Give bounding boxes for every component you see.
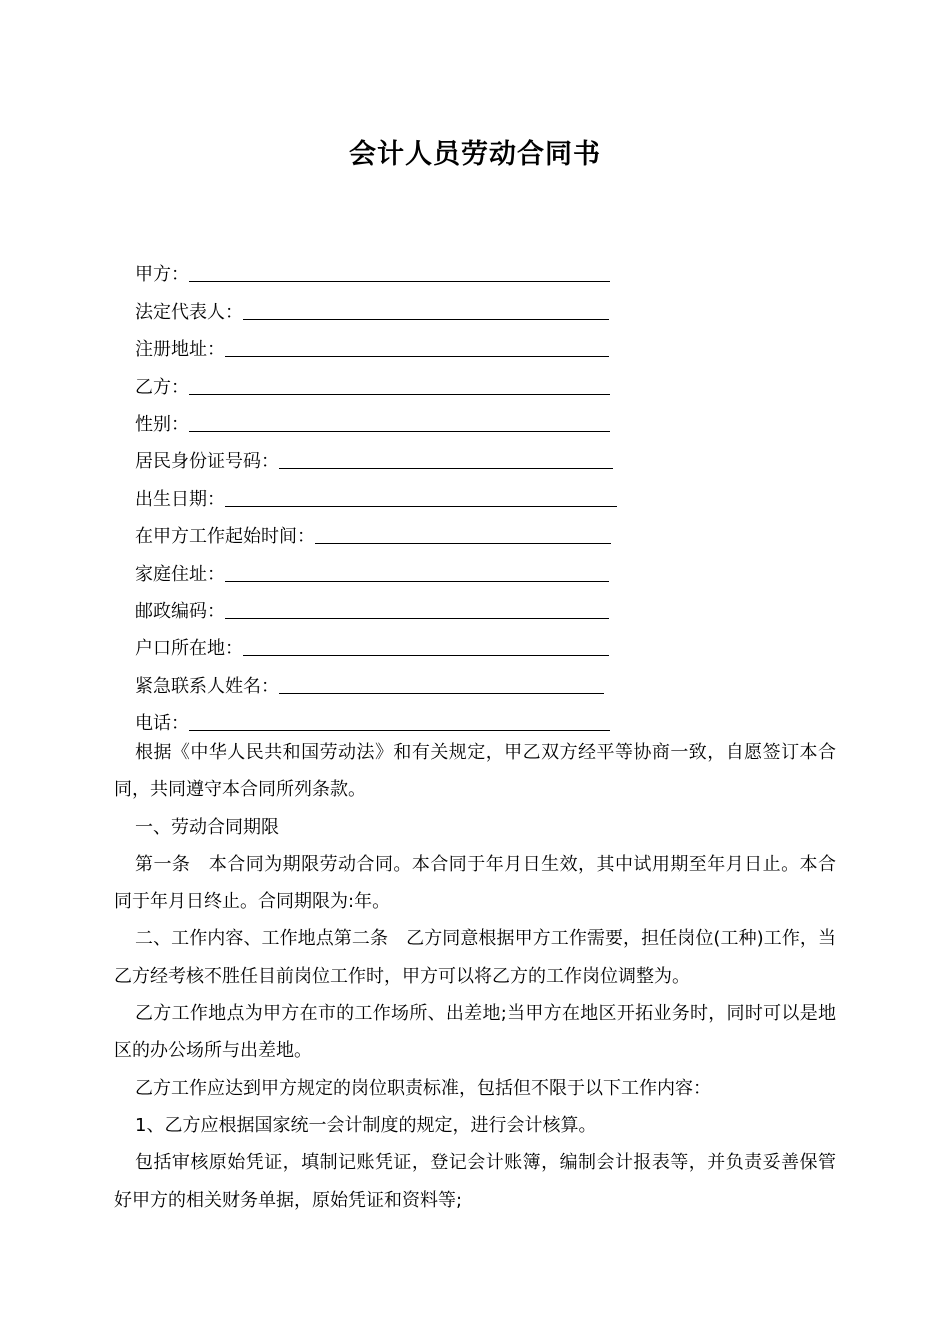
field-home-address bbox=[135, 549, 635, 586]
field-label: 在甲方工作起始时间： bbox=[135, 526, 315, 548]
paragraph-duty-1-detail: 包括审核原始凭证，填制记账凭证，登记会计账簿，编制会计报表等，并负责妥善保管好甲方的相关财务单据，原始凭证和资料等; bbox=[114, 1152, 836, 1211]
fill-in-blank[interactable] bbox=[189, 712, 610, 731]
field-label: 出生日期： bbox=[135, 488, 225, 510]
field-label: 甲方： bbox=[135, 264, 189, 286]
field-label: 法定代表人： bbox=[135, 301, 243, 323]
fill-in-blank[interactable] bbox=[189, 376, 610, 395]
field-party-b bbox=[135, 362, 635, 399]
paragraph-work-location: 乙方工作地点为甲方在市的工作场所、出差地;当甲方在地区开拓业务时，同时可以是地区的办公场所与出差地。 bbox=[114, 1003, 836, 1062]
field-household-registration bbox=[135, 624, 635, 661]
field-start-date bbox=[135, 512, 635, 549]
document-title: 会计人员劳动合同书 bbox=[349, 139, 601, 170]
field-label: 家庭住址： bbox=[135, 563, 225, 585]
field-phone bbox=[135, 699, 635, 736]
field-label: 注册地址： bbox=[135, 339, 225, 361]
fill-in-blank[interactable] bbox=[279, 675, 604, 694]
party-info-fields bbox=[135, 250, 635, 736]
fill-in-blank[interactable] bbox=[225, 338, 609, 357]
field-label: 性别： bbox=[135, 413, 189, 435]
field-legal-representative bbox=[135, 287, 635, 324]
field-label: 居民身份证号码： bbox=[135, 451, 279, 473]
fill-in-blank[interactable] bbox=[279, 450, 613, 469]
fill-in-blank[interactable] bbox=[225, 600, 609, 619]
field-birth-date bbox=[135, 474, 635, 511]
fill-in-blank[interactable] bbox=[189, 263, 610, 282]
fill-in-blank[interactable] bbox=[243, 637, 609, 656]
field-emergency-contact bbox=[135, 661, 635, 698]
paragraph-article-1: 第一条 本合同为期限劳动合同。本合同于年月日生效，其中试用期至年月日止。本合同于年月日终止。合同期限为:年。 bbox=[114, 853, 836, 913]
paragraph-job-standard: 乙方工作应达到甲方规定的岗位职责标准，包括但不限于以下工作内容： bbox=[135, 1077, 711, 1099]
field-label: 电话： bbox=[135, 713, 189, 735]
fill-in-blank[interactable] bbox=[225, 563, 609, 582]
paragraph-preamble: 根据《中华人民共和国劳动法》和有关规定，甲乙双方经平等协商一致，自愿签订本合同，共同遵守本合同所列条款。 bbox=[114, 742, 836, 801]
fill-in-blank[interactable] bbox=[189, 413, 610, 432]
field-registered-address bbox=[135, 325, 635, 362]
field-id-number bbox=[135, 437, 635, 474]
field-label: 紧急联系人姓名： bbox=[135, 675, 279, 697]
paragraph-article-2: 二、工作内容、工作地点第二条 乙方同意根据甲方工作需要，担任岗位(工种)工作，当乙方经考核不胜任目前岗位工作时，甲方可以将乙方的工作岗位调整为。 bbox=[114, 928, 836, 987]
fill-in-blank[interactable] bbox=[243, 301, 609, 320]
field-postal-code bbox=[135, 587, 635, 624]
section-heading-term: 一、劳动合同期限 bbox=[135, 816, 279, 838]
field-gender bbox=[135, 400, 635, 437]
fill-in-blank[interactable] bbox=[225, 488, 617, 507]
contract-body bbox=[114, 734, 836, 1219]
field-label: 邮政编码： bbox=[135, 600, 225, 622]
field-label: 乙方： bbox=[135, 376, 189, 398]
field-label: 户口所在地： bbox=[135, 638, 243, 660]
paragraph-duty-1: 1、乙方应根据国家统一会计制度的规定，进行会计核算。 bbox=[135, 1114, 597, 1136]
field-party-a bbox=[135, 250, 635, 287]
fill-in-blank[interactable] bbox=[315, 525, 611, 544]
